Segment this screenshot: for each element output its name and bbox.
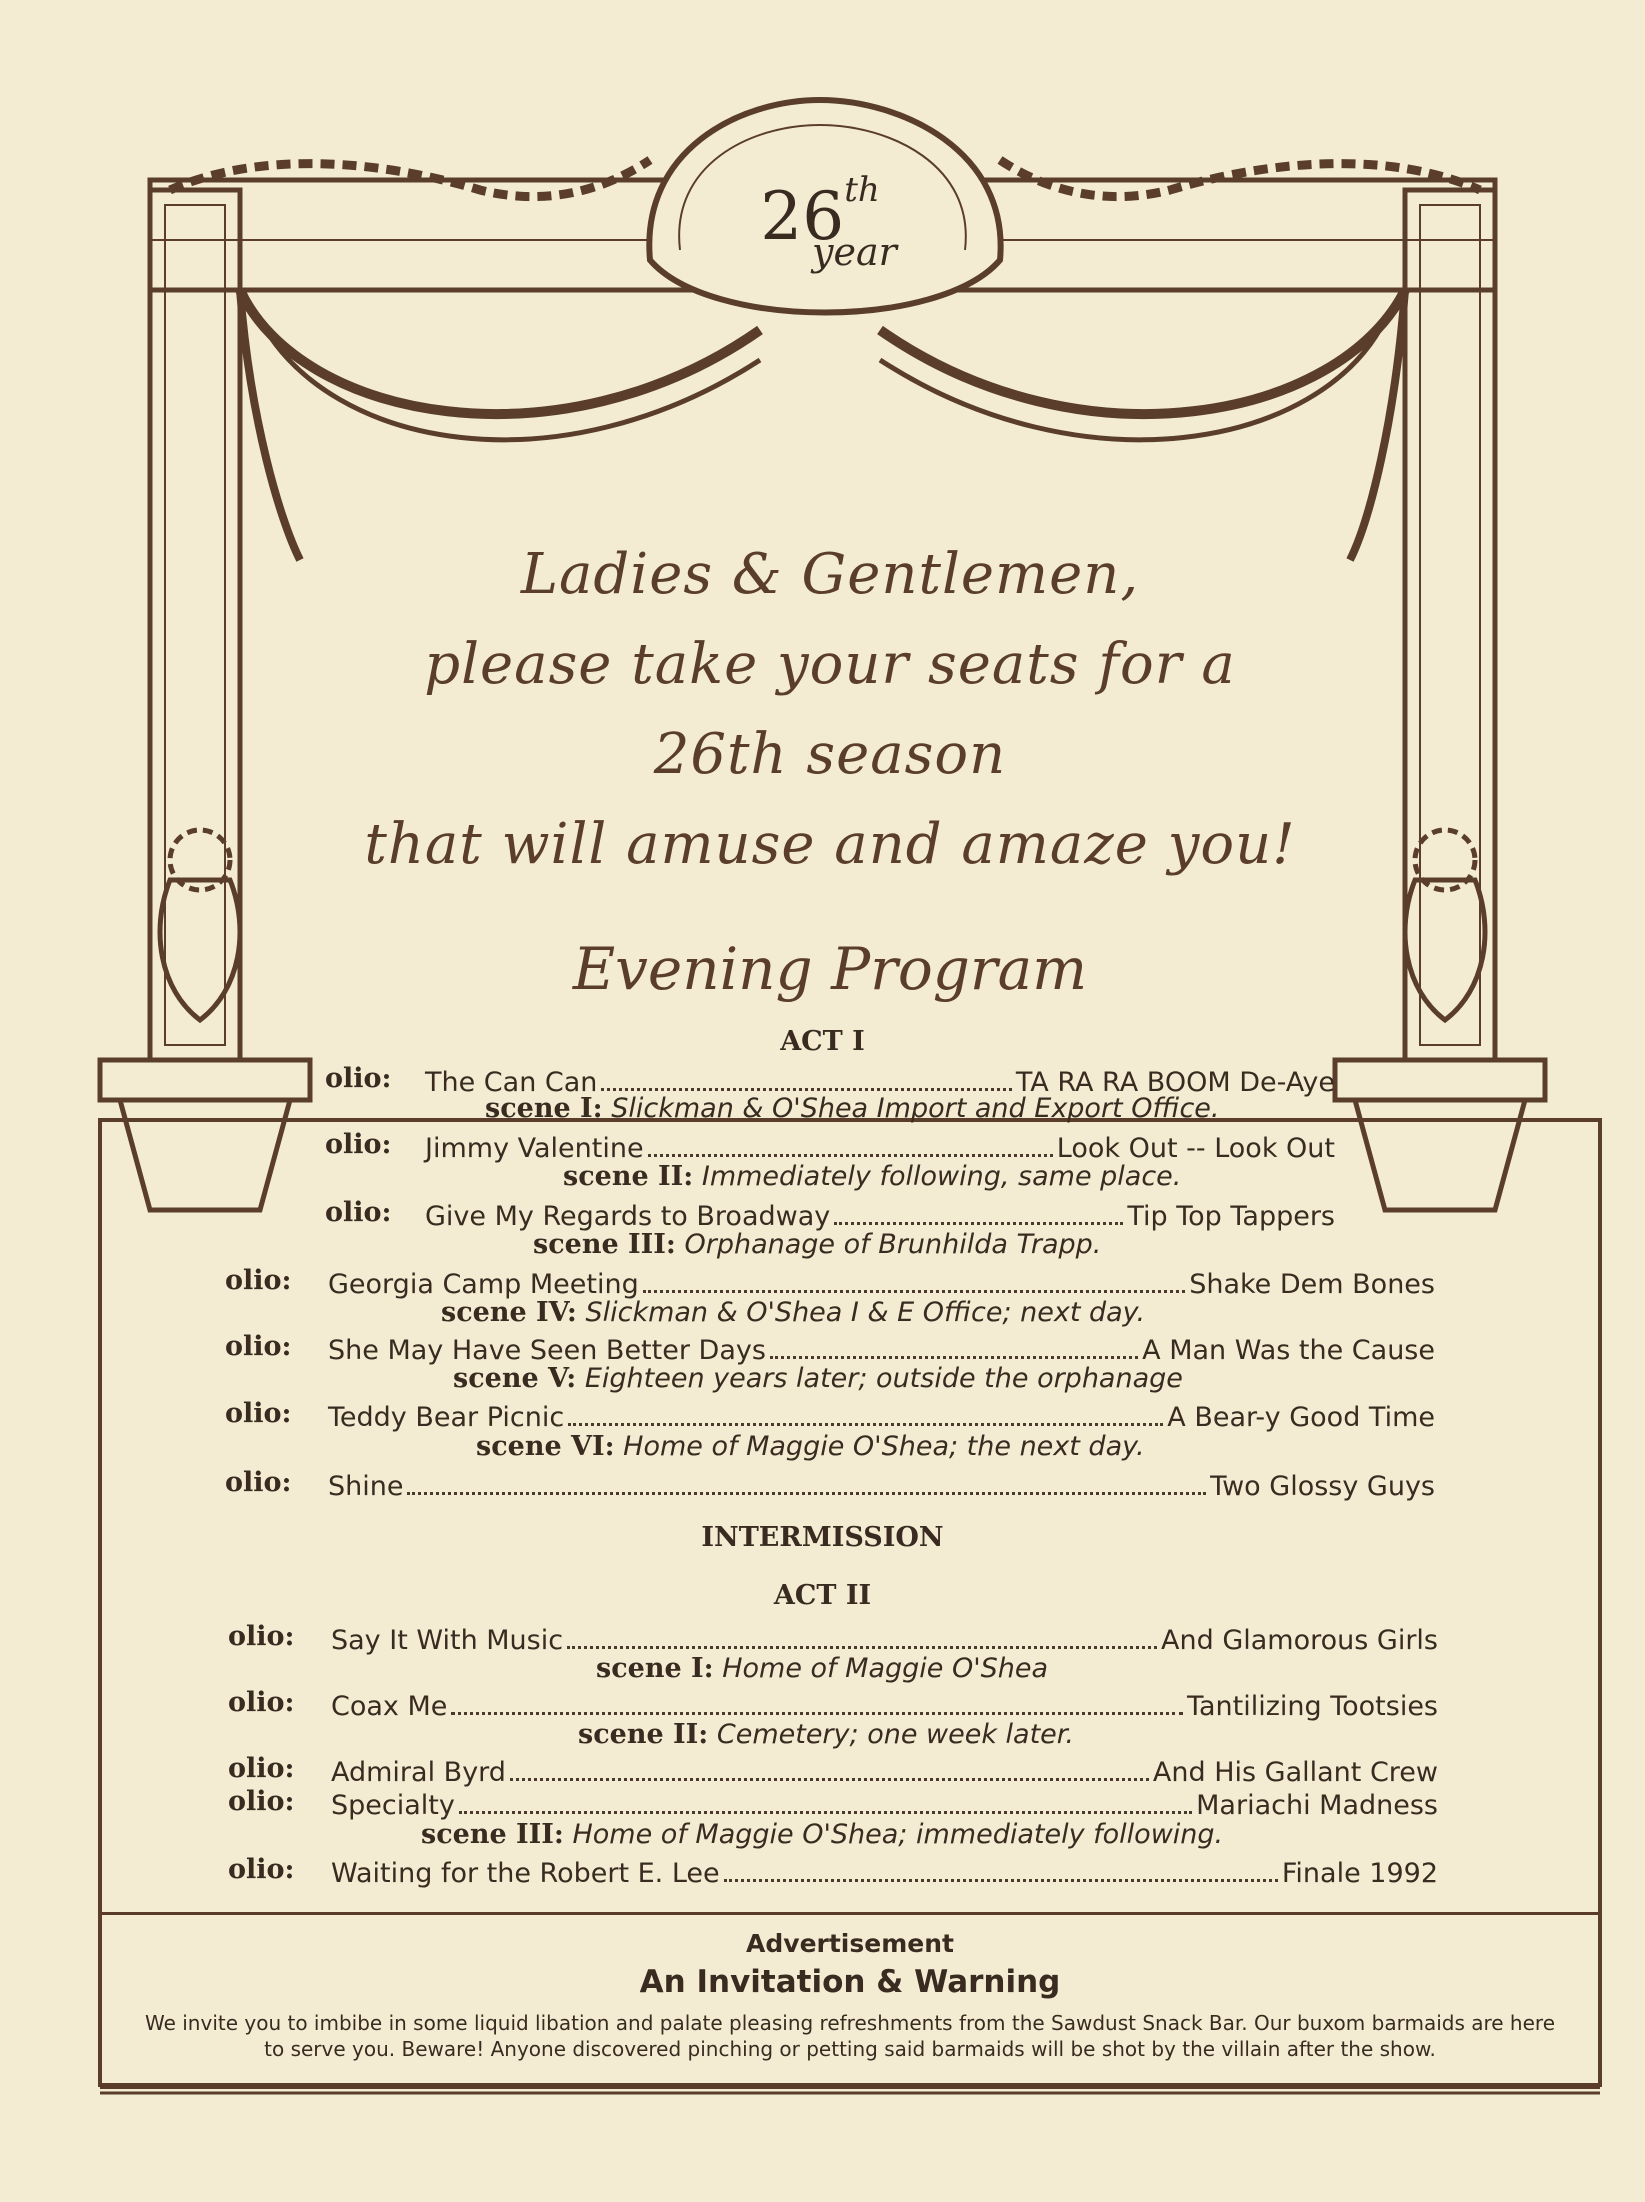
scene-line [533,1228,1101,1262]
act-2-heading: ACT II [773,1580,872,1611]
scene-line [596,1652,1048,1686]
olio-label: olio: [228,1854,295,1885]
olio-row [228,1853,1438,1887]
scene-label: scene V: [453,1363,577,1394]
leader-dots [648,1128,1053,1157]
advertisement-box [100,1912,1600,2089]
olio-title: Georgia Camp Meeting [328,1269,639,1300]
olio-performer: Finale 1992 [1281,1858,1438,1889]
olio-label: olio: [325,1129,392,1160]
leader-dots [601,1062,1011,1091]
intro-line-4: that will amuse and amaze you! [364,812,1296,877]
intro-message [330,530,1330,890]
olio-row [325,1128,1335,1162]
olio-label: olio: [228,1786,295,1817]
scene-label: scene IV: [441,1297,577,1328]
olio-title: She May Have Seen Better Days [328,1335,766,1366]
olio-row [228,1752,1438,1786]
year-number: 26 [760,178,845,255]
leader-dots [770,1330,1138,1359]
olio-performer: And Glamorous Girls [1161,1625,1438,1656]
scene-label: scene I: [596,1653,714,1684]
leader-dots [643,1264,1185,1293]
scene-description: Slickman & O'Shea Import and Export Office. [611,1093,1220,1124]
olio-performer: Tip Top Tappers [1127,1201,1335,1232]
olio-row [228,1620,1438,1654]
olio-label: olio: [225,1467,292,1498]
scene-label: scene III: [421,1819,564,1850]
year-suffix: th [844,170,880,210]
leader-dots [407,1466,1206,1495]
act-1-heading: ACT I [780,1026,865,1057]
olio-performer: Tantilizing Tootsies [1186,1691,1438,1722]
scene-line [563,1160,1181,1194]
olio-label: olio: [325,1197,392,1228]
scene-line [421,1818,1223,1852]
olio-label: olio: [225,1331,292,1362]
leader-dots [568,1397,1163,1426]
olio-row [225,1466,1435,1500]
scene-description: Immediately following, same place. [701,1161,1182,1192]
scene-line [453,1362,1183,1396]
olio-title: Shine [328,1471,404,1502]
program-heading: Evening Program [572,935,1088,1003]
leader-dots [567,1620,1157,1649]
olio-row [225,1397,1435,1431]
year-badge [700,170,940,288]
year-word: year [812,230,897,274]
olio-label: olio: [228,1753,295,1784]
olio-title: Give My Regards to Broadway [425,1201,831,1232]
olio-performer: TA RA RA BOOM De-Aye [1015,1067,1335,1098]
olio-performer: And His Gallant Crew [1152,1757,1438,1788]
leader-dots [834,1196,1123,1225]
scene-line [441,1296,1145,1330]
scene-description: Home of Maggie O'Shea; immediately following. [572,1819,1224,1850]
leader-dots [459,1785,1192,1814]
olio-row [225,1264,1435,1298]
olio-title: Jimmy Valentine [425,1133,644,1164]
scene-line [578,1718,1074,1752]
olio-title: Waiting for the Robert E. Lee [331,1858,720,1889]
scene-label: scene III: [533,1229,676,1260]
olio-title: The Can Can [425,1067,598,1098]
olio-label: olio: [225,1398,292,1429]
olio-label: olio: [225,1265,292,1296]
olio-title: Coax Me [331,1691,448,1722]
leader-dots [451,1686,1183,1715]
olio-title: Specialty [331,1790,455,1821]
olio-title: Admiral Byrd [331,1757,506,1788]
olio-performer: A Man Was the Cause [1142,1335,1435,1366]
intro-line-2: please take your seats for a [424,632,1236,697]
scene-label: scene II: [578,1719,709,1750]
intermission-heading: INTERMISSION [701,1522,944,1553]
scene-description: Home of Maggie O'Shea; the next day. [623,1431,1145,1462]
scene-description: Orphanage of Brunhilda Trapp. [684,1229,1102,1260]
olio-title: Teddy Bear Picnic [328,1402,565,1433]
scene-description: Eighteen years later; outside the orphanage [584,1363,1183,1394]
olio-performer: Mariachi Madness [1196,1790,1438,1821]
olio-performer: Shake Dem Bones [1189,1269,1435,1300]
olio-label: olio: [325,1063,392,1094]
scene-label: scene VI: [476,1431,615,1462]
intro-line-3: 26th season [653,722,1007,787]
scene-description: Home of Maggie O'Shea [722,1653,1049,1684]
scene-line [485,1092,1220,1126]
scene-line [476,1430,1145,1464]
olio-row [325,1196,1335,1230]
advertisement-body: We invite you to imbibe in some liquid libation and palate pleasing refreshments from the Sawdust Snack Bar. Our buxom barmaids are here to serve you. Beware! Anyone discovered pinching or petting said barmaids will be shot by the villain after the show. [144,2011,1555,2061]
scene-label: scene I: [485,1093,603,1124]
olio-title: Say It With Music [331,1625,564,1656]
leader-dots [724,1853,1278,1882]
olio-row [225,1330,1435,1364]
olio-performer: Two Glossy Guys [1210,1471,1435,1502]
scene-description: Cemetery; one week later. [716,1719,1074,1750]
scene-description: Slickman & O'Shea I & E Office; next day. [585,1297,1146,1328]
intro-line-1: Ladies & Gentlemen, [520,542,1140,607]
olio-row [228,1686,1438,1720]
olio-performer: Look Out -- Look Out [1056,1133,1335,1164]
advertisement-label: Advertisement [746,1929,954,1958]
olio-row [228,1785,1438,1819]
scene-label: scene II: [563,1161,694,1192]
olio-label: olio: [228,1621,295,1652]
advertisement-title: An Invitation & Warning [639,1964,1061,2000]
olio-label: olio: [228,1687,295,1718]
leader-dots [510,1752,1149,1781]
olio-row [325,1062,1335,1096]
olio-performer: A Bear-y Good Time [1167,1402,1435,1433]
